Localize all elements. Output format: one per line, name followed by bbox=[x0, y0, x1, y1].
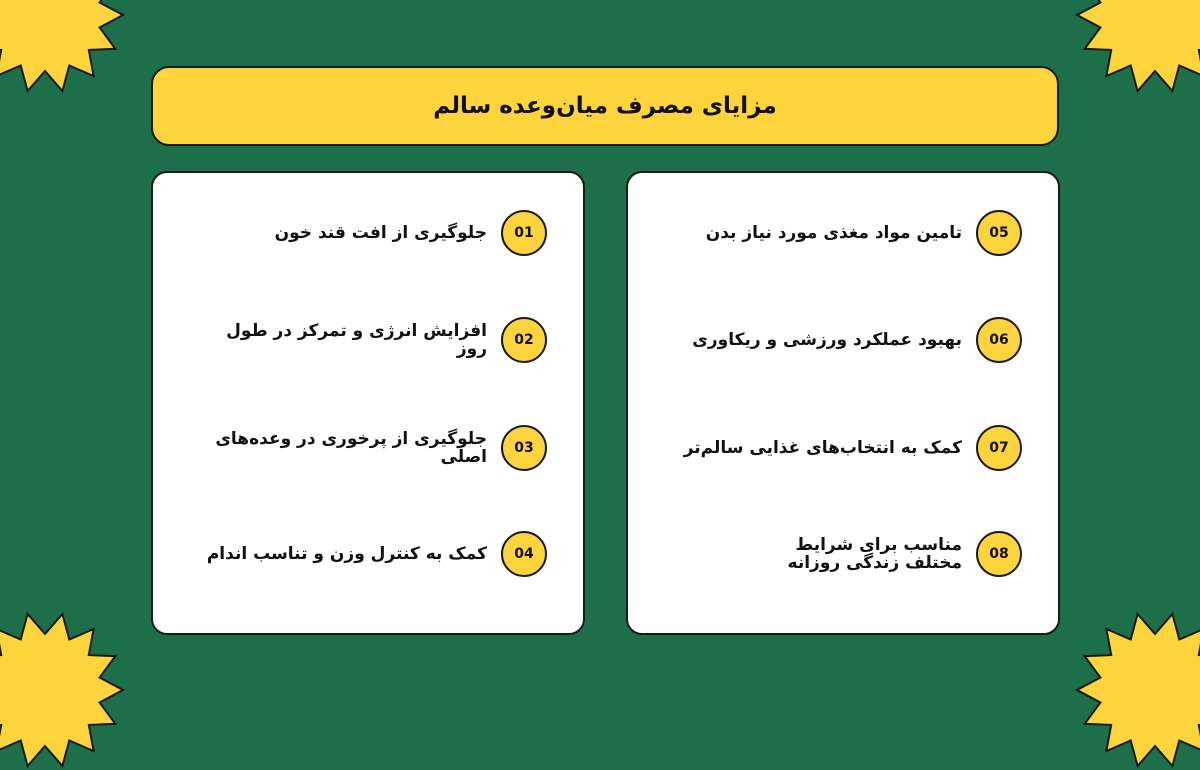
page-title: مزایای مصرف میان‌وعده سالم bbox=[433, 93, 777, 119]
item-text: جلوگیری از افت قند خون bbox=[274, 223, 487, 243]
starburst-decoration-bottom-right bbox=[1075, 610, 1200, 770]
list-item bbox=[275, 210, 547, 256]
starburst-shape bbox=[0, 614, 123, 766]
item-number-badge: 03 bbox=[501, 425, 547, 471]
item-text: تامین مواد مغذی مورد نیاز بدن bbox=[705, 223, 962, 243]
starburst-shape bbox=[1077, 614, 1200, 766]
starburst-decoration-bottom-left bbox=[0, 610, 125, 770]
item-text: بهبود عملکرد ورزشی و ریکاوری bbox=[692, 330, 962, 350]
item-number-badge: 02 bbox=[501, 317, 547, 363]
list-item bbox=[752, 531, 1022, 577]
list-item bbox=[197, 425, 547, 471]
item-number-badge: 01 bbox=[501, 210, 547, 256]
title-banner bbox=[151, 66, 1059, 146]
item-number-badge: 06 bbox=[976, 317, 1022, 363]
list-item bbox=[207, 531, 547, 577]
starburst-shape bbox=[1077, 0, 1200, 91]
list-item bbox=[684, 425, 1022, 471]
list-item bbox=[692, 317, 1022, 363]
item-number-badge: 07 bbox=[976, 425, 1022, 471]
list-item bbox=[197, 317, 547, 363]
item-number-badge: 04 bbox=[501, 531, 547, 577]
starburst-decoration-top-left bbox=[0, 0, 125, 95]
item-number-badge: 05 bbox=[976, 210, 1022, 256]
list-item bbox=[706, 210, 1022, 256]
item-text: افزایش انرژی و تمرکز در طول روز bbox=[226, 321, 487, 359]
item-text: مناسب برای شرایط مختلف زندگی روزانه bbox=[787, 535, 962, 573]
benefits-card-left bbox=[151, 171, 585, 635]
starburst-shape bbox=[0, 0, 123, 91]
item-text: کمک به کنترل وزن و تناسب اندام bbox=[206, 544, 487, 564]
benefits-card-right bbox=[626, 171, 1060, 635]
item-text: کمک به انتخاب‌های غذایی سالم‌تر bbox=[683, 438, 962, 458]
starburst-decoration-top-right bbox=[1075, 0, 1200, 95]
item-text: جلوگیری از پرخوری در وعده‌های اصلی bbox=[215, 429, 487, 467]
item-number-badge: 08 bbox=[976, 531, 1022, 577]
